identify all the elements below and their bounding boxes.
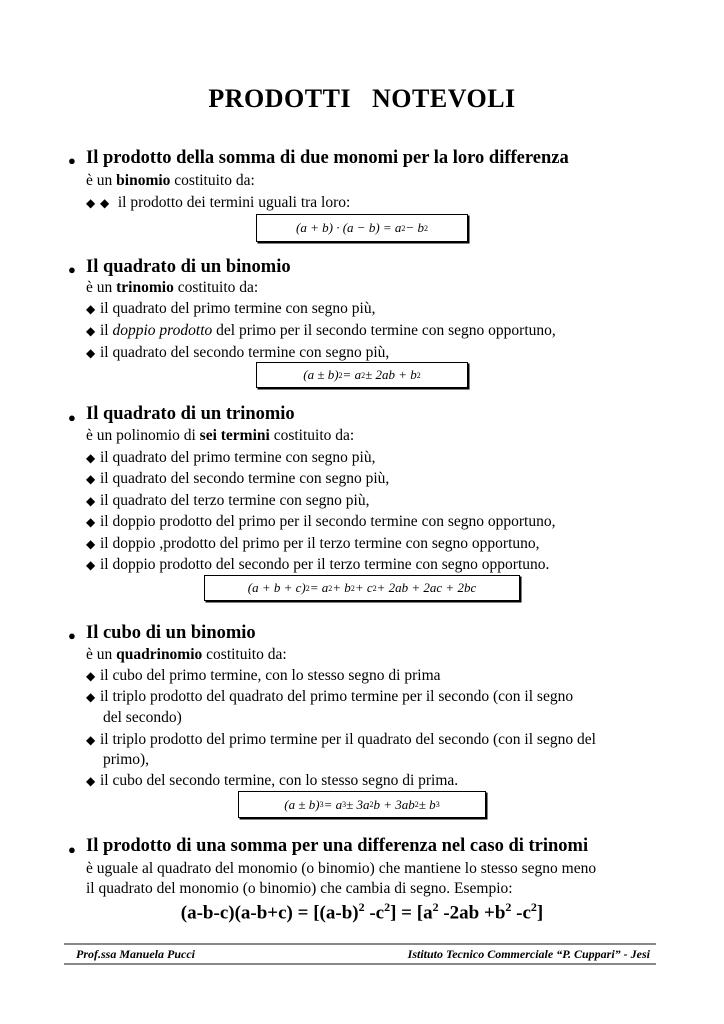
bullet-dot-icon: ● bbox=[68, 262, 76, 277]
section-4-item: ◆ il triplo prodotto del primo termine per il quadrato del secondo (con il segno del bbox=[86, 731, 596, 748]
section-3-item: ◆ il quadrato del secondo termine con segno più, bbox=[86, 470, 390, 487]
example-formula: $(a-b-c)(a-b+c) = [(a-b)^2$ $-c^2] = [a^2$ $-2ab +b^2$ $-c^2$] bbox=[180, 900, 544, 924]
diamond-icon: ◆ bbox=[86, 515, 96, 529]
footer-divider bbox=[64, 963, 656, 965]
diamond-icon: ◆ bbox=[86, 346, 96, 360]
section-2-heading: Il quadrato di un binomio bbox=[86, 257, 291, 277]
section-1-item: ◆ ◆ il prodotto dei termini uguali tra loro: bbox=[86, 194, 351, 211]
formula-box-3: (a + b + c) 2 = a 2 + b 2 + c 2 + 2ab + 2ac + 2bc bbox=[204, 575, 520, 601]
diamond-icon: ◆ bbox=[86, 669, 96, 683]
diamond-icon: ◆ bbox=[86, 774, 96, 788]
section-2-item: ◆ il quadrato del primo termine con segno più, bbox=[86, 300, 376, 317]
bullet-dot-icon: ● bbox=[68, 410, 76, 425]
diamond-icon: ◆ bbox=[86, 494, 96, 508]
section-1-intro: è un binomio costituito da: bbox=[86, 172, 255, 189]
section-1-heading: Il prodotto della somma di due monomi per la loro differenza bbox=[86, 148, 569, 168]
bullet-dot-icon: ● bbox=[68, 842, 76, 857]
section-5-line: è uguale al quadrato del monomio (o binomio) che mantiene lo stesso segno meno bbox=[86, 860, 597, 877]
footer-author: Prof.ssa Manuela Pucci bbox=[76, 947, 196, 961]
section-4-item-cont: del secondo) bbox=[103, 709, 182, 726]
diamond-icon: ◆ bbox=[86, 196, 96, 210]
diamond-icon: ◆ bbox=[86, 537, 96, 551]
bullet-dot-icon: ● bbox=[68, 628, 76, 643]
diamond-icon: ◆ bbox=[86, 302, 96, 316]
section-3-item: ◆ il doppio prodotto del secondo per il terzo termine con segno opportuno. bbox=[86, 556, 550, 573]
section-3-heading: Il quadrato di un trinomio bbox=[86, 404, 295, 424]
diamond-icon: ◆ bbox=[86, 472, 96, 486]
bullet-dot-icon: ● bbox=[68, 153, 76, 168]
section-3-intro: è un polinomio di sei termini costituito da: bbox=[86, 427, 355, 444]
diamond-icon: ◆ bbox=[100, 196, 110, 210]
section-3-item: ◆ il doppio ,prodotto del primo per il terzo termine con segno opportuno, bbox=[86, 535, 540, 552]
footer-divider bbox=[64, 943, 656, 945]
section-3-item: ◆ il doppio prodotto del primo per il secondo termine con segno opportuno, bbox=[86, 513, 556, 530]
section-2-intro: è un trinomio costituito da: bbox=[86, 279, 259, 296]
section-4-item-cont: primo), bbox=[103, 751, 150, 768]
section-5-line: il quadrato del monomio (o binomio) che cambia di segno. Esempio: bbox=[86, 880, 513, 897]
section-5-heading: Il prodotto di una somma per una differenza nel caso di trinomi bbox=[86, 836, 589, 856]
section-2-item: ◆ il quadrato del secondo termine con segno più, bbox=[86, 344, 390, 361]
formula-box-1: (a + b) · (a − b) = a 2 − b 2 bbox=[256, 214, 468, 242]
diamond-icon: ◆ bbox=[86, 324, 96, 338]
diamond-icon: ◆ bbox=[86, 451, 96, 465]
section-3-item: ◆ il quadrato del primo termine con segno più, bbox=[86, 449, 376, 466]
section-2-item: ◆ il doppio prodotto del primo per il secondo termine con segno opportuno, bbox=[86, 322, 556, 339]
footer-institute: Istituto Tecnico Commerciale “P. Cuppari” - Jesi bbox=[407, 947, 650, 961]
formula-box-4: (a ± b) 3 = a 3 ± 3a 2 b + 3ab 2 ± b 3 bbox=[238, 791, 486, 818]
section-4-intro: è un quadrinomio costituito da: bbox=[86, 646, 287, 663]
diamond-icon: ◆ bbox=[86, 733, 96, 747]
section-4-item: ◆ il cubo del primo termine, con lo stesso segno di prima bbox=[86, 667, 441, 684]
section-4-heading: Il cubo di un binomio bbox=[86, 623, 256, 643]
section-4-item: ◆ il cubo del secondo termine, con lo stesso segno di prima. bbox=[86, 772, 459, 789]
section-4-item: ◆ il triplo prodotto del quadrato del primo termine per il secondo (con il segno bbox=[86, 688, 574, 705]
formula-box-2: (a ± b) 2 = a 2 ± 2ab + b 2 bbox=[256, 362, 468, 388]
diamond-icon: ◆ bbox=[86, 690, 96, 704]
diamond-icon: ◆ bbox=[86, 558, 96, 572]
page-title: PRODOTTI NOTEVOLI bbox=[208, 84, 516, 113]
section-3-item: ◆ il quadrato del terzo termine con segno più, bbox=[86, 492, 370, 509]
